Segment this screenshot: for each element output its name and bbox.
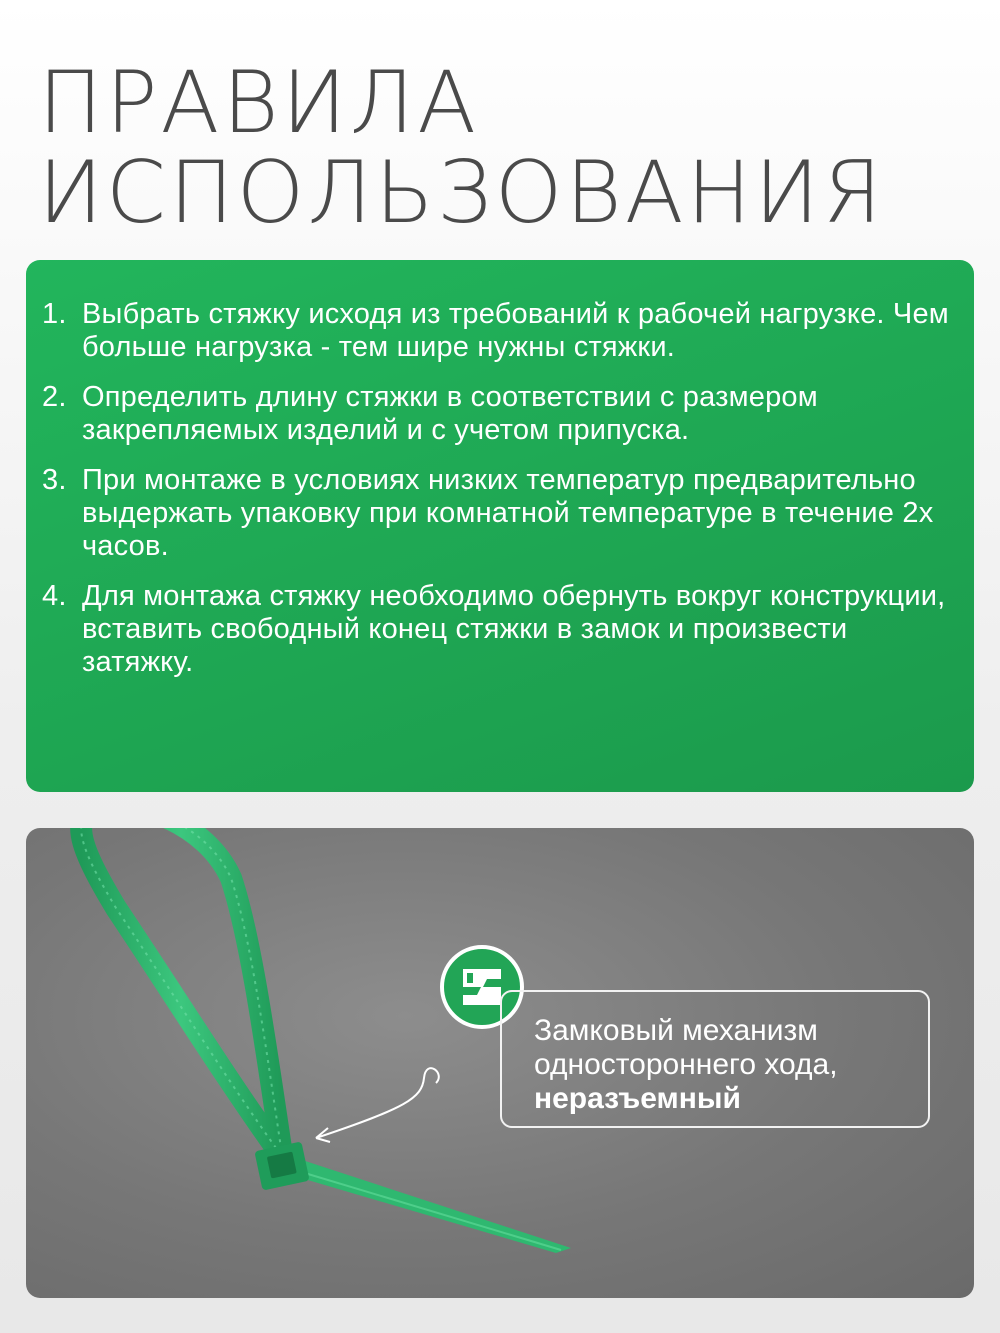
- title-line-2: ИСПОЛЬЗОВАНИЯ: [38, 143, 885, 243]
- rule-item: [42, 298, 954, 364]
- rule-number: 4.: [42, 580, 67, 612]
- rule-text: При монтаже в условиях низких температур предварительно выдержать упаковку при комнатной температуре в течение 2х часов.: [82, 464, 934, 562]
- rule-item: [42, 464, 954, 563]
- rule-number: 1.: [42, 298, 67, 330]
- rule-item: [42, 580, 954, 679]
- rule-item: [42, 381, 954, 447]
- rule-text: Определить длину стяжки в соответствии с размером закрепляемых изделий и с учетом припуска.: [82, 381, 818, 446]
- callout-line-1: Замковый механизм: [534, 1014, 818, 1047]
- rule-number: 3.: [42, 464, 67, 496]
- rule-text: Для монтажа стяжку необходимо обернуть вокруг конструкции, вставить свободный конец стяжки в замок и произвести затяжку.: [82, 580, 946, 678]
- pointer-arrow: [316, 1068, 439, 1138]
- lock-callout: [500, 990, 930, 1128]
- rules-panel: [26, 260, 974, 792]
- title-line-1: ПРАВИЛА: [38, 53, 480, 153]
- rule-number: 2.: [42, 381, 67, 413]
- callout-bold-text: неразъемный: [534, 1082, 741, 1115]
- cable-tie-tail: [284, 1158, 571, 1253]
- page-title: [38, 53, 978, 243]
- rules-list: [42, 298, 954, 679]
- rule-text: Выбрать стяжку исходя из требований к рабочей нагрузке. Чем больше нагрузка - тем шире нужны стяжки.: [82, 298, 949, 363]
- callout-line-2: одностороннего хода,: [534, 1048, 838, 1081]
- cable-tie-loop: [81, 828, 281, 1148]
